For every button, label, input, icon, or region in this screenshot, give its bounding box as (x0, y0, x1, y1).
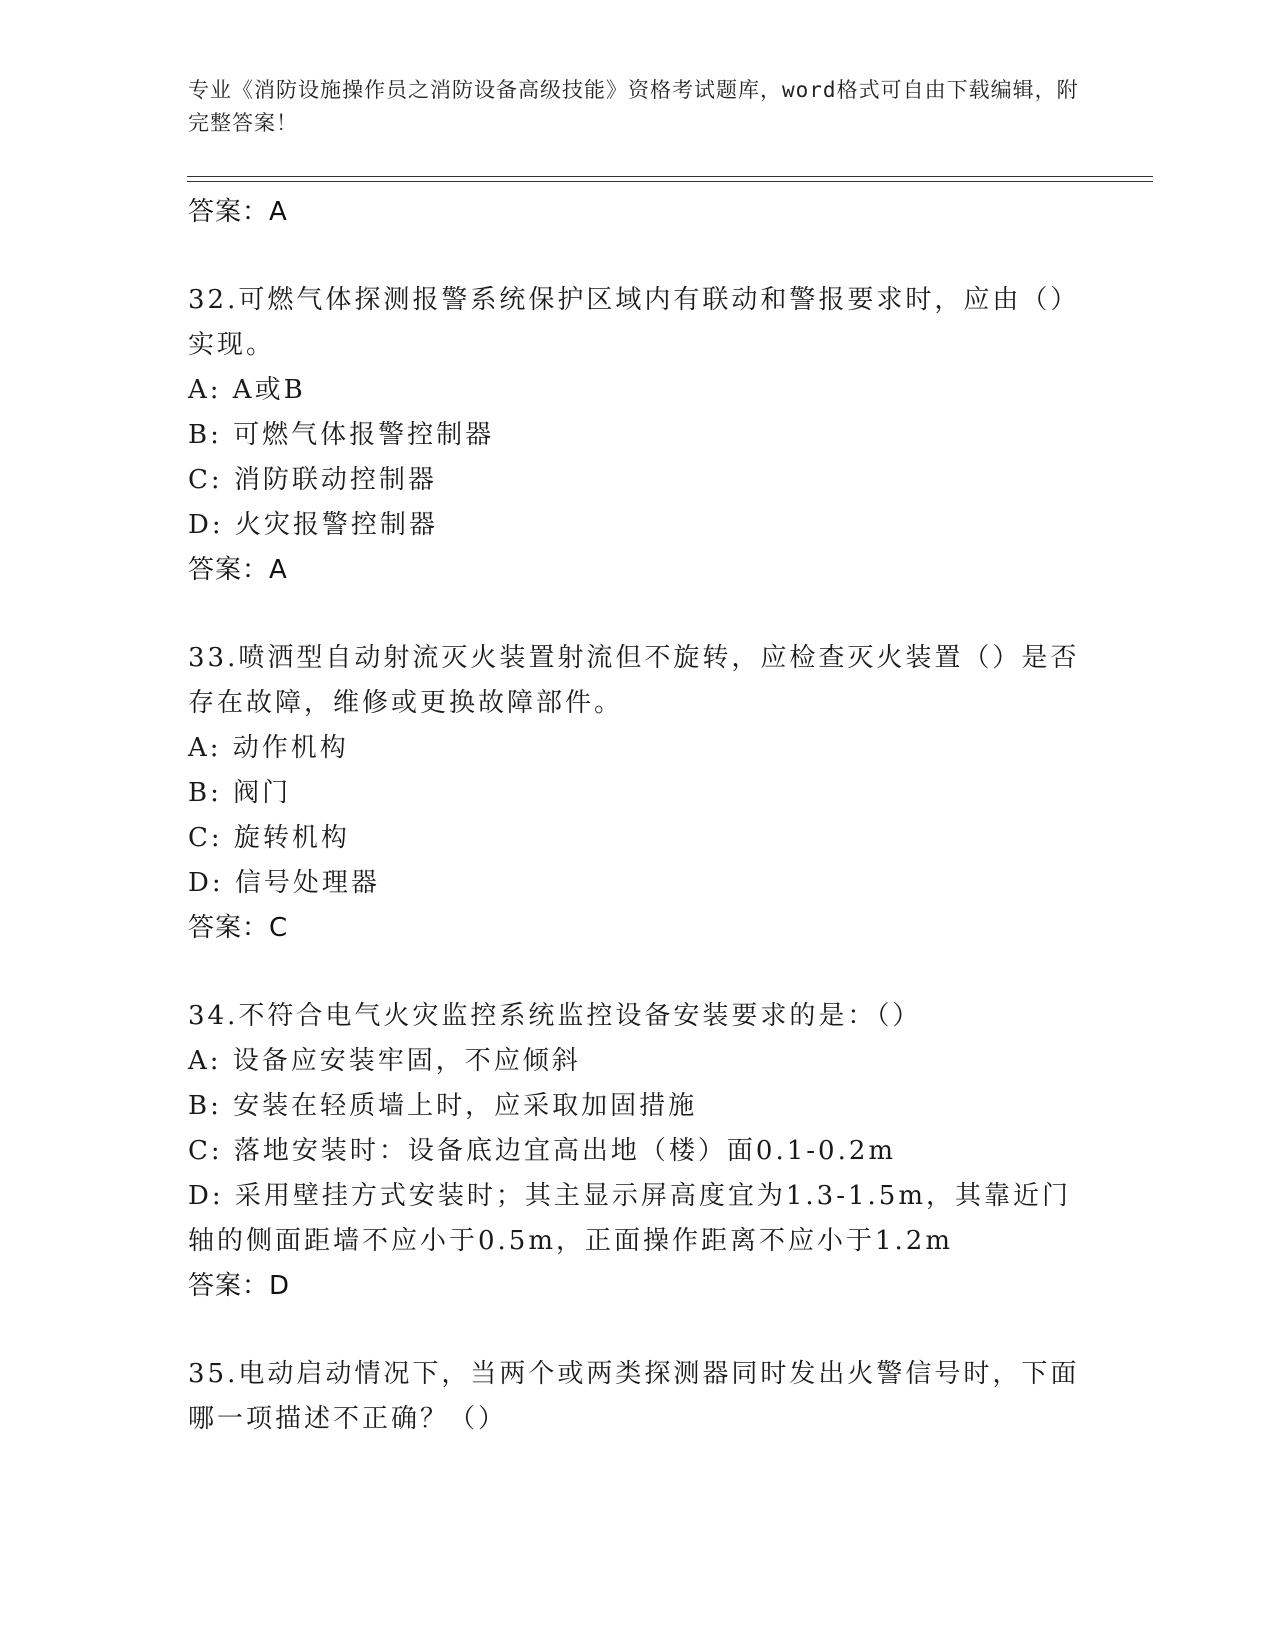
option-d: D: 信号处理器 (188, 868, 380, 898)
option-c: C: 消防联动控制器 (188, 465, 437, 495)
question-text: 35.电动启动情况下，当两个或两类探测器同时发出火警信号时，下面哪一项描述不正确？（） (188, 1359, 1080, 1434)
option-a: A: 动作机构 (188, 733, 349, 763)
question-32 (188, 278, 1088, 592)
question-text: 32.可燃气体探测报警系统保护区域内有联动和警报要求时，应由（）实现。 (188, 285, 1080, 360)
question-35 (188, 1352, 1088, 1442)
option-b: B: 可燃气体报警控制器 (188, 420, 495, 450)
option-a: A: 设备应安装牢固，不应倾斜 (188, 1046, 581, 1076)
answer-label: 答案：A (188, 555, 288, 585)
option-c: C: 落地安装时：设备底边宜高出地（楼）面0.1-0.2m (188, 1136, 897, 1166)
document-header (188, 74, 1088, 140)
answer-label: 答案：D (188, 1271, 291, 1301)
question-text: 33.喷洒型自动射流灭火装置射流但不旋转，应检查灭火装置（）是否存在故障，维修或更换故障部件。 (188, 643, 1080, 718)
question-text: 34.不符合电气火灾监控系统监控设备安装要求的是：（） (188, 1001, 922, 1031)
question-list (188, 190, 1088, 1442)
option-a: A: A或B (188, 375, 306, 405)
option-b: B: 阀门 (188, 778, 292, 808)
option-d: D: 火灾报警控制器 (188, 510, 438, 540)
option-d: D: 采用壁挂方式安装时；其主显示屏高度宜为1.3-1.5m，其靠近门轴的侧面距墙不应小于0.5m，正面操作距离不应小于1.2m (188, 1181, 1072, 1256)
option-b: B: 安装在轻质墙上时，应采取加固措施 (188, 1091, 698, 1121)
option-c: C: 旋转机构 (188, 823, 350, 853)
question-33 (188, 636, 1088, 950)
question-34 (188, 994, 1088, 1308)
header-divider (187, 176, 1153, 182)
answer-label: 答案：C (188, 913, 289, 943)
header-text: 专业《消防设施操作员之消防设备高级技能》资格考试题库，word格式可自由下载编辑，附完整答案！ (188, 78, 1079, 135)
answer-label: 答案：A (188, 197, 288, 227)
